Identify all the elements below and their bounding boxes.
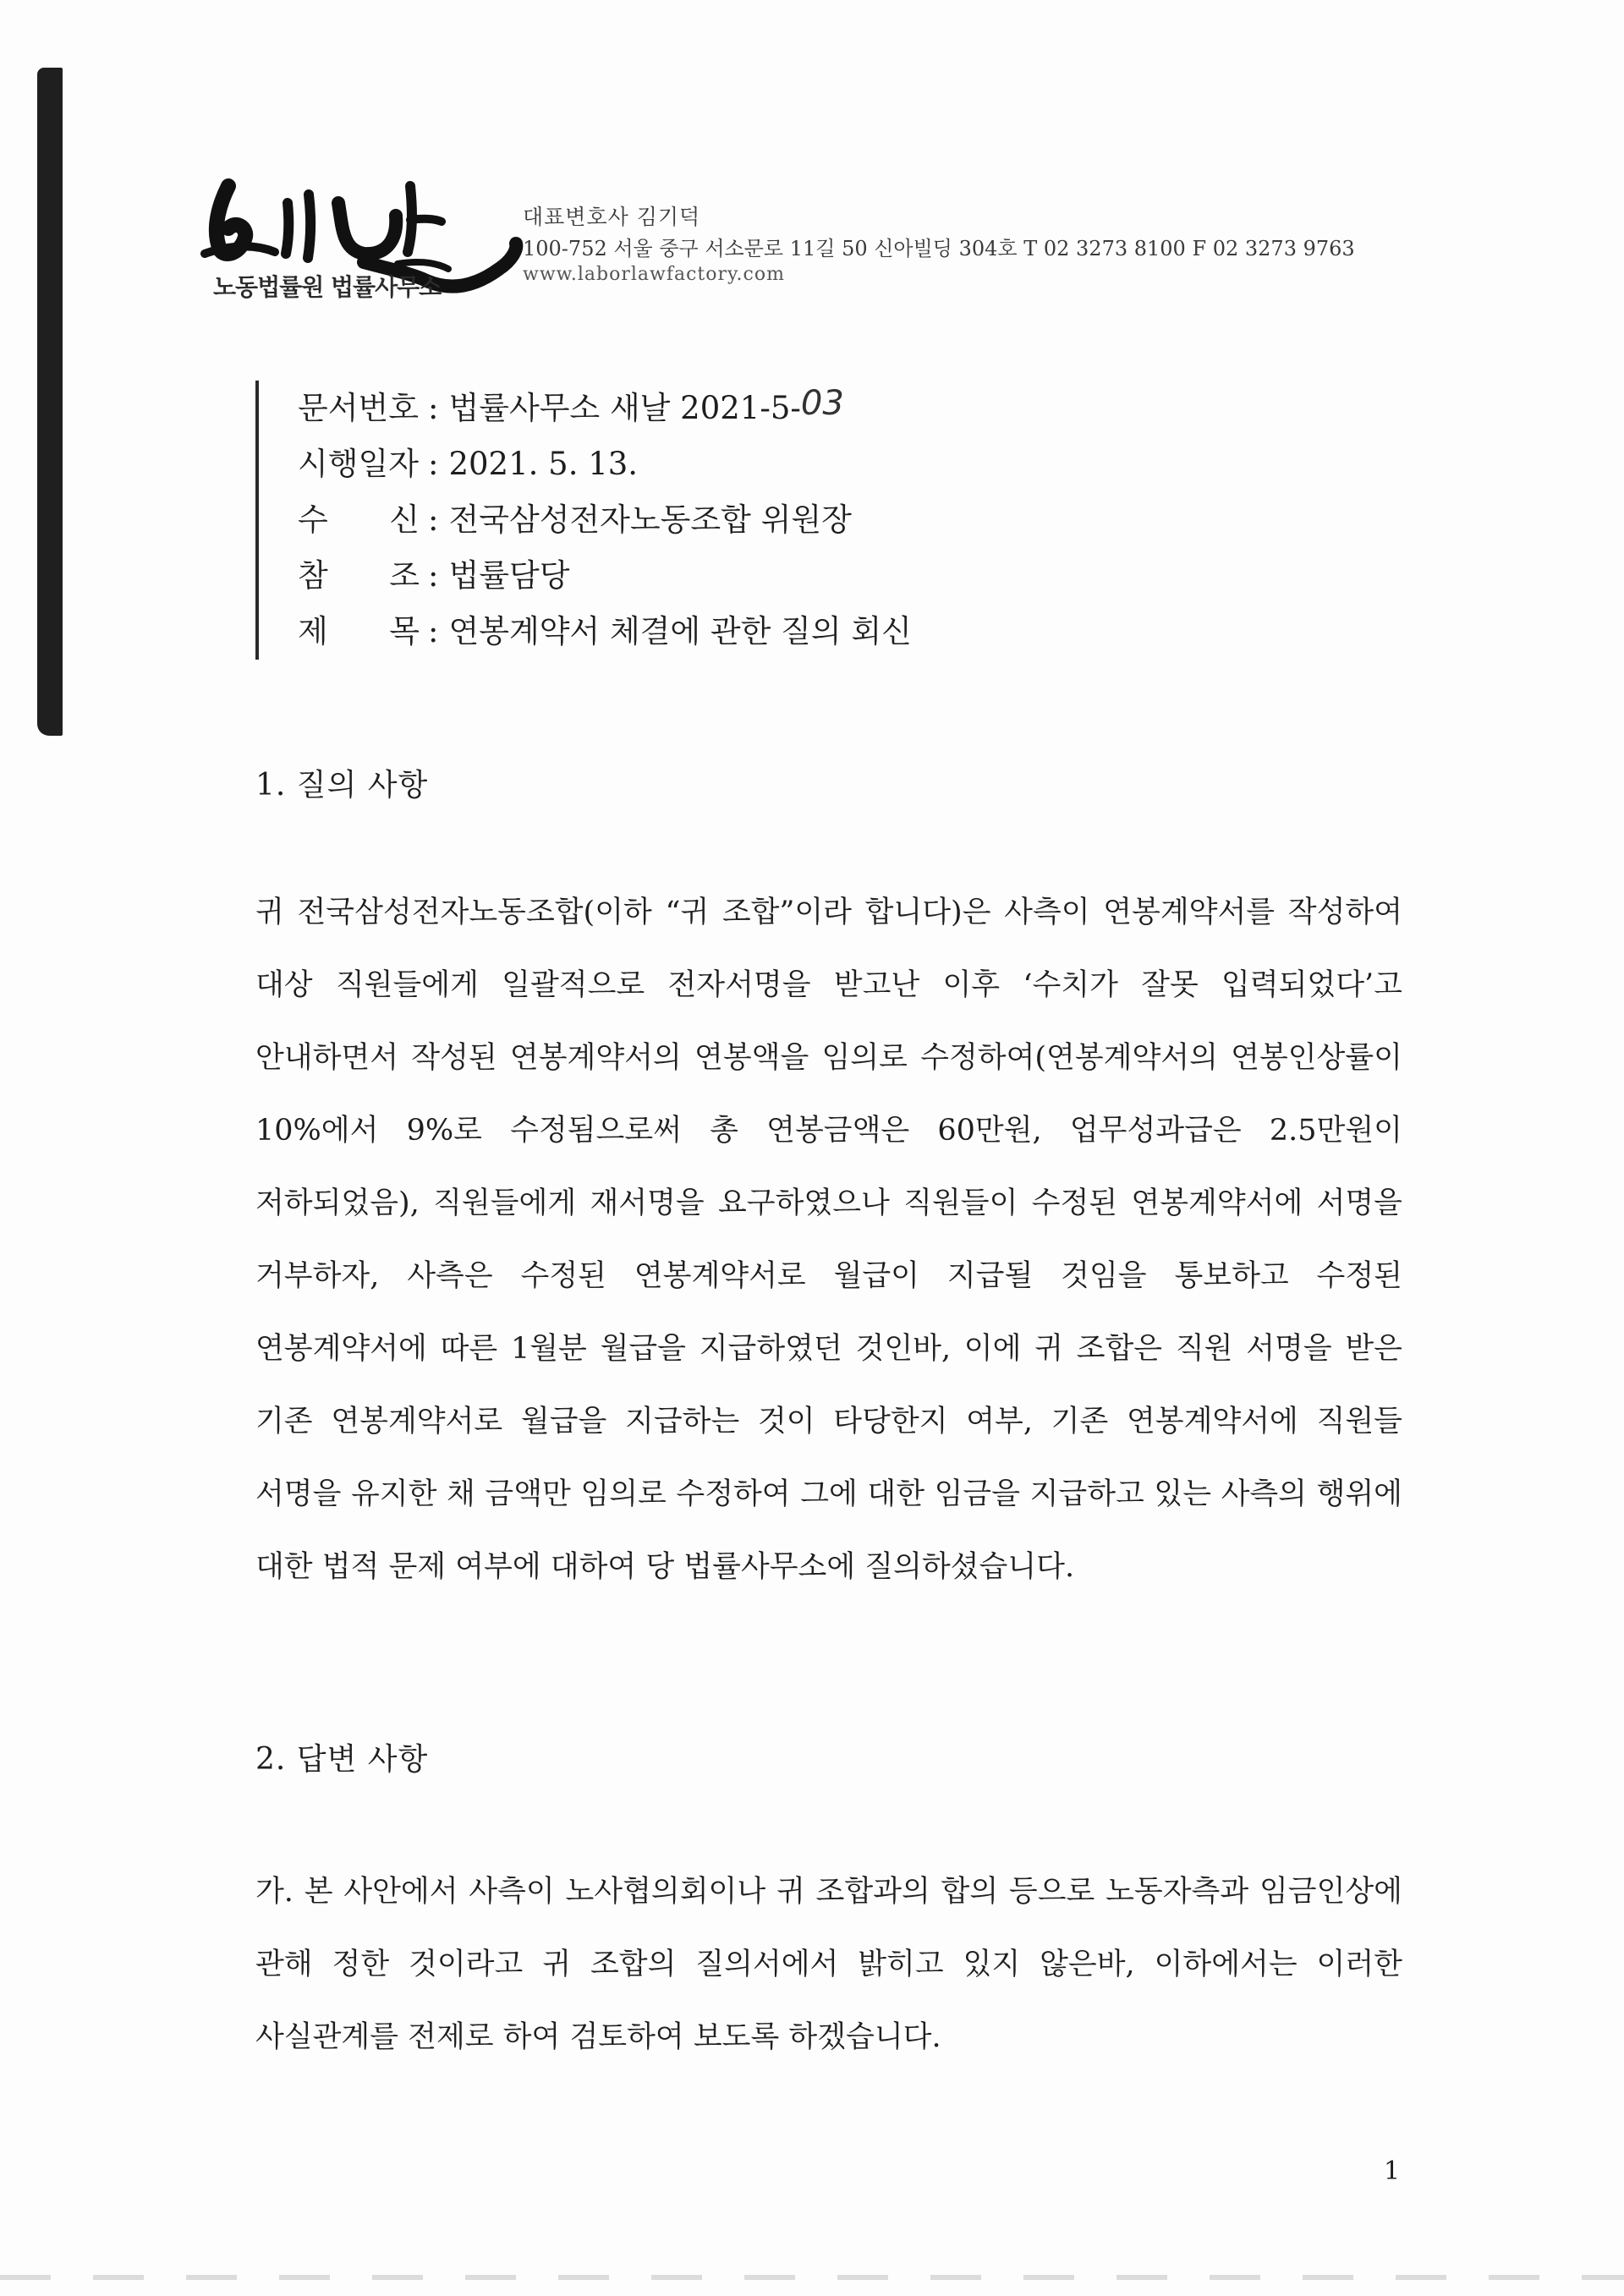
separator: : xyxy=(428,501,439,538)
scan-binding-edge xyxy=(37,68,63,736)
subject-label xyxy=(298,604,420,660)
separator: : xyxy=(428,390,439,426)
separator: : xyxy=(428,557,439,594)
reference-label xyxy=(298,548,420,604)
section-2-body: 가. 본 사안에서 사측이 노사협의회이나 귀 조합과의 합의 등으로 노동자측과 임금인상에 관해 정한 것이라고 귀 조합의 질의서에서 밝히고 있지 않은바, 이하에서는 이러한 사실관계를 전제로 하여 검토하여 보도록 하겠습니다. xyxy=(255,1875,1402,2054)
firm-name: 노동법률원 법률사무소 xyxy=(213,273,442,301)
separator: : xyxy=(428,613,439,649)
section-1-body: 귀 전국삼성전자노동조합(이하 “귀 조합”이라 합니다)은 사측이 연봉계약서를 작성하여 대상 직원들에게 일괄적으로 전자서명을 받고난 이후 ‘수치가 잘못 입력되었다’고 안내하면서 작성된 연봉계약서의 연봉액을 임의로 수정하여(연봉계약서의 연봉인상률이 10%에서 9%로 수정됨으로써 총 연봉금액은 60만원, 업무성과급은 2.5만원이 저하되었음), 직원들에게 재서명을 요구하였으나 직원들이 수정된 연봉계약서에 서명을 거부하자, 사측은 수정된 연봉계약서로 월급이 지급될 것임을 통보하고 수정된 연봉계약서에 따른 1월분 월급을 지급하였던 것인바, 이에 귀 조합은 직원 서명을 받은 기존 연봉계약서로 월급을 지급하는 것이 타당한지 여부, 기존 연봉계약서에 직원들 서명을 유지한 채 금액만 임의로 수정하여 그에 대한 임금을 지급하고 있는 사측의 행위에 대한 법적 문제 여부에 대하여 당 법률사무소에 질의하셨습니다. xyxy=(255,896,1402,1584)
firm-website: www.laborlawfactory.com xyxy=(523,264,785,285)
representative-lawyer: 대표변호사 김기덕 xyxy=(523,205,701,229)
firm-address: 100-752 서울 중구 서소문로 11길 50 신아빌딩 304호 T 02 3273 8100 F 02 3273 9763 xyxy=(523,237,1355,260)
recipient-label-char: 신 xyxy=(389,501,420,538)
subject-label-char: 목 xyxy=(389,613,420,649)
letterhead-info xyxy=(523,200,1355,288)
subject-value: 연봉계약서 체결에 관한 질의 회신 xyxy=(448,613,912,649)
doc-number-handwritten: 03 xyxy=(800,384,844,423)
doc-number-row xyxy=(298,381,912,436)
section-2-heading: 2. 답변 사항 xyxy=(255,1742,429,1777)
date-value: 2021. 5. 13. xyxy=(448,446,639,482)
scan-footer-artifact xyxy=(0,2275,1624,2280)
recipient-label-char: 수 xyxy=(298,501,328,538)
doc-number-value: 법률사무소 새날 2021-5- xyxy=(448,390,801,426)
subject-row xyxy=(298,604,912,660)
doc-number-label: 문서번호 xyxy=(298,390,419,426)
section-1-heading: 1. 질의 사항 xyxy=(255,768,429,803)
date-row xyxy=(298,436,912,492)
reference-label-char: 참 xyxy=(298,557,328,594)
recipient-label xyxy=(298,492,420,548)
page-number: 1 xyxy=(1384,2156,1401,2186)
recipient-value: 전국삼성전자노동조합 위원장 xyxy=(448,501,852,538)
subject-label-char: 제 xyxy=(298,613,328,649)
document-header xyxy=(255,381,912,660)
date-label: 시행일자 xyxy=(298,446,419,482)
separator: : xyxy=(428,446,439,482)
reference-value: 법률담당 xyxy=(448,557,570,594)
reference-label-char: 조 xyxy=(389,557,420,594)
reference-row xyxy=(298,548,912,604)
recipient-row xyxy=(298,492,912,548)
